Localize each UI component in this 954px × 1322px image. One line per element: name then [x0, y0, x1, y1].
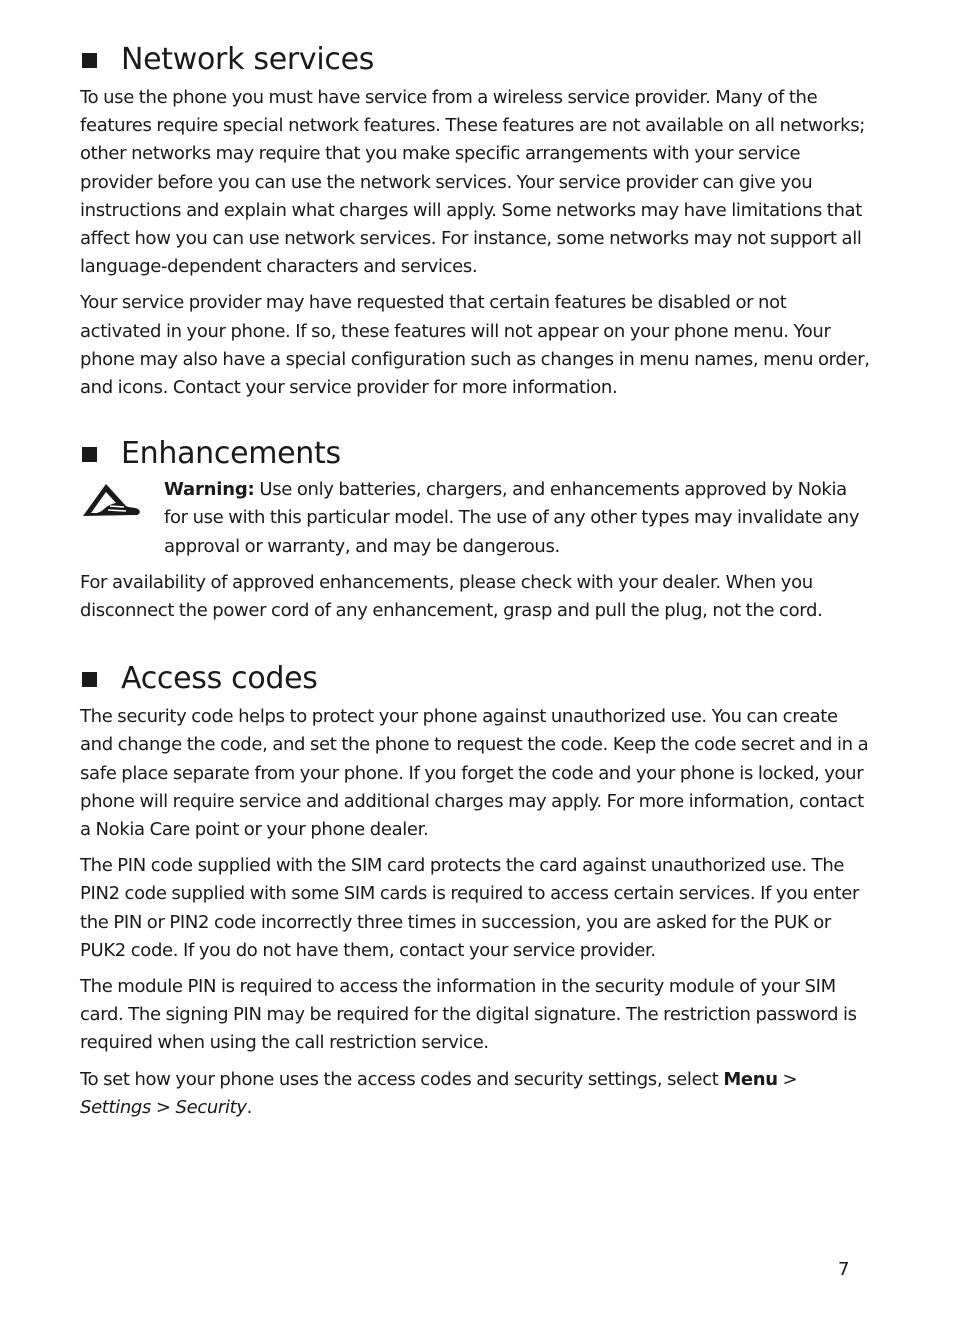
section-enhancements	[80, 434, 872, 625]
text-suffix: .	[246, 1096, 253, 1118]
warning-note	[80, 476, 872, 561]
menu-label: Menu	[723, 1068, 778, 1090]
settings-label: Settings	[80, 1096, 152, 1118]
document-page	[80, 40, 872, 1122]
paragraph: Your service provider may have requested that certain features be disabled or not activated in your phone. If so, these features will not appear on your phone menu. Your phone may also have a special configuration such as changes in menu names, menu order, and icons. Contact your service provider for more information.	[80, 292, 870, 399]
heading-network-services	[80, 40, 872, 80]
section-network-services	[80, 40, 872, 402]
heading-enhancements	[80, 434, 872, 474]
heading-text: Access codes	[121, 661, 318, 697]
hand-warning-icon	[80, 476, 164, 524]
text-prefix: To set how your phone uses the access codes and security settings, select	[80, 1068, 724, 1090]
warning-text	[164, 476, 872, 561]
heading-text: Enhancements	[121, 436, 341, 472]
warning-body: Use only batteries, chargers, and enhancements approved by Nokia for use with this particular model. The use of any other types may invalidate any approval or warranty, and may be dangerous.	[164, 479, 860, 557]
paragraph: The module PIN is required to access the information in the security module of your SIM card. The signing PIN may be required for the digital signature. The restriction password is required when using the call restriction service.	[80, 976, 857, 1054]
warning-label: Warning:	[164, 479, 255, 501]
paragraph-security-path	[80, 1066, 872, 1122]
heading-bullet-icon	[82, 447, 97, 462]
heading-access-codes	[80, 659, 872, 699]
separator: >	[777, 1068, 798, 1090]
heading-bullet-icon	[82, 53, 97, 68]
heading-bullet-icon	[82, 672, 97, 687]
paragraph: The security code helps to protect your phone against unauthorized use. You can create and change the code, and set the phone to request the code. Keep the code secret and in a safe place separate from your phone. If you forget the code and your phone is locked, your phone will require service and additional charges may apply. For more information, contact a Nokia Care point or your phone dealer.	[80, 706, 869, 841]
page-number: 7	[838, 1259, 850, 1280]
heading-text: Network services	[121, 42, 375, 77]
paragraph: The PIN code supplied with the SIM card protects the card against unauthorized use. The PIN2 code supplied with some SIM cards is required to access certain services. If you enter the PIN or PIN2 code incorrectly three times in succession, you are asked for the PUK or PUK2 code. If you do not have them, contact your service provider.	[80, 855, 860, 961]
paragraph: To use the phone you must have service from a wireless service provider. Many of the features require special network features. These features are not available on all networks; other networks may require that you make specific arrangements with your service provider before you can use the network services. Your service provider can give you instructions and explain what charges will apply. Some networks may have limitations that affect how you can use network services. For instance, some networks may not support all language-dependent characters and services.	[80, 87, 865, 278]
paragraph: For availability of approved enhancements, please check with your dealer. When you disconnect the power cord of any enhancement, grasp and pull the plug, not the cord.	[80, 571, 823, 622]
security-label: Security	[175, 1096, 247, 1118]
section-access-codes	[80, 659, 872, 1122]
separator: >	[151, 1096, 176, 1118]
